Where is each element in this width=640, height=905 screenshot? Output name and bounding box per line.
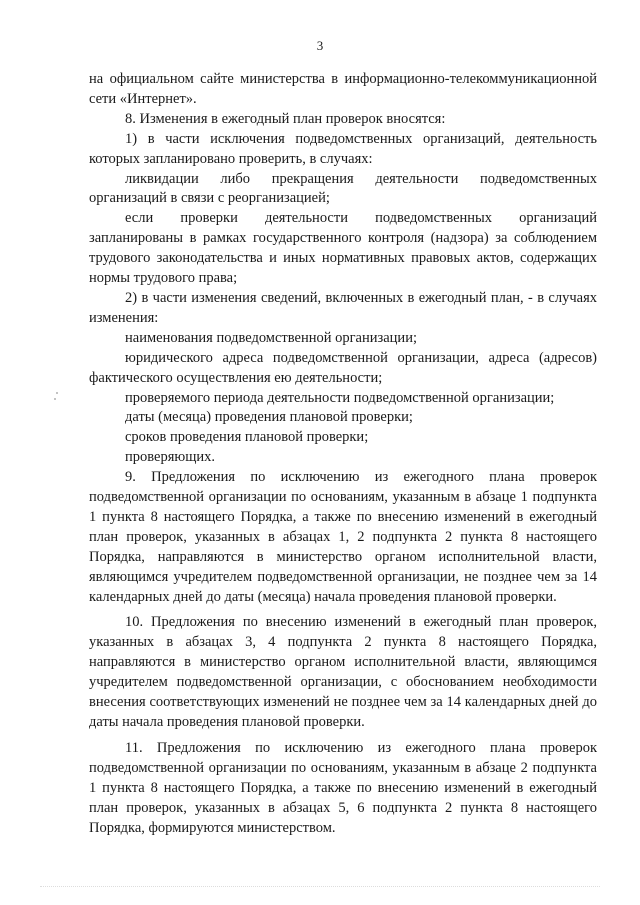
paragraph-continuation: на официальном сайте министерства в информационно-телекоммуникационной сети «Интернет». [89,71,597,107]
paragraph-item-8-1: 1) в части исключения подведомственных организаций, деятельность которых запланировано проверить, в случаях: [89,130,597,167]
paragraph-inspection-date: даты (месяца) проведения плановой проверки; [125,409,413,426]
paragraph-item-9: 9. Предложения по исключению из ежегодного плана проверок подведомственной организации по основаниям, указанным в абзаце 1 подпункта 1 пункта 8 настоящего Порядка, а также по внесению изменений в ежегодный план проверок, указанных в абзацах 1, 2 подпункта 2 пункта 8 настоящего Порядка, направляются в министерство органом исполнительной власти, являющимся учредителем подведомственной организации, не позднее чем за 14 календарных дней до даты (месяца) начала проведения плановой проверки. [89,469,597,605]
paragraph-inspection-terms: сроков проведения плановой проверки; [125,429,369,446]
scan-speck [56,392,58,394]
paragraph-organization-name: наименования подведомственной организации; [125,329,417,346]
page-number: 3 [316,38,324,53]
document-body [89,70,597,838]
paragraph-legal-address: юридического адреса подведомственной организации, адреса (адресов) фактического осуществления ею деятельности; [89,349,597,386]
paragraph-inspectors: проверяющих. [125,449,216,466]
scan-speck [54,398,56,400]
paragraph-labor-control: если проверки деятельности подведомственных организаций запланированы в рамках государственного контроля (надзора) за соблюдением трудового законодательства и иных нормативных правовых актов, содержащих нормы трудового права; [89,210,597,287]
paragraph-liquidation: ликвидации либо прекращения деятельности подведомственных организаций в связи с реорганизацией; [89,170,597,207]
paragraph-item-10: 10. Предложения по внесению изменений в ежегодный план проверок, указанных в абзацах 3, 4 подпункта 2 пункта 8 настоящего Порядка, направляются в министерство органом исполнительной власти, являющимся учредителем подведомственной организации, с обоснованием необходимости внесения соответствующих изменений не позднее чем за 14 календарных дней до даты начала проведения плановой проверки. [89,614,597,730]
paragraph-item-11: 11. Предложения по исключению из ежегодного плана проверок подведомственной организации по основаниям, указанным в абзаце 2 подпункта 1 пункта 8 настоящего Порядка, а также по внесению изменений в ежегодный план проверок, указанных в абзацах 5, 6 подпункта 2 пункта 8 настоящего Порядка, формируются министерством. [89,739,597,836]
scan-artifact-line [40,886,600,891]
paragraph-item-8-2: 2) в части изменения сведений, включенных в ежегодный план, - в случаях изменения: [89,289,597,326]
paragraph-item-8: 8. Изменения в ежегодный план проверок вносятся: [125,110,446,127]
paragraph-inspection-period: проверяемого периода деятельности подведомственной организации; [125,389,555,406]
